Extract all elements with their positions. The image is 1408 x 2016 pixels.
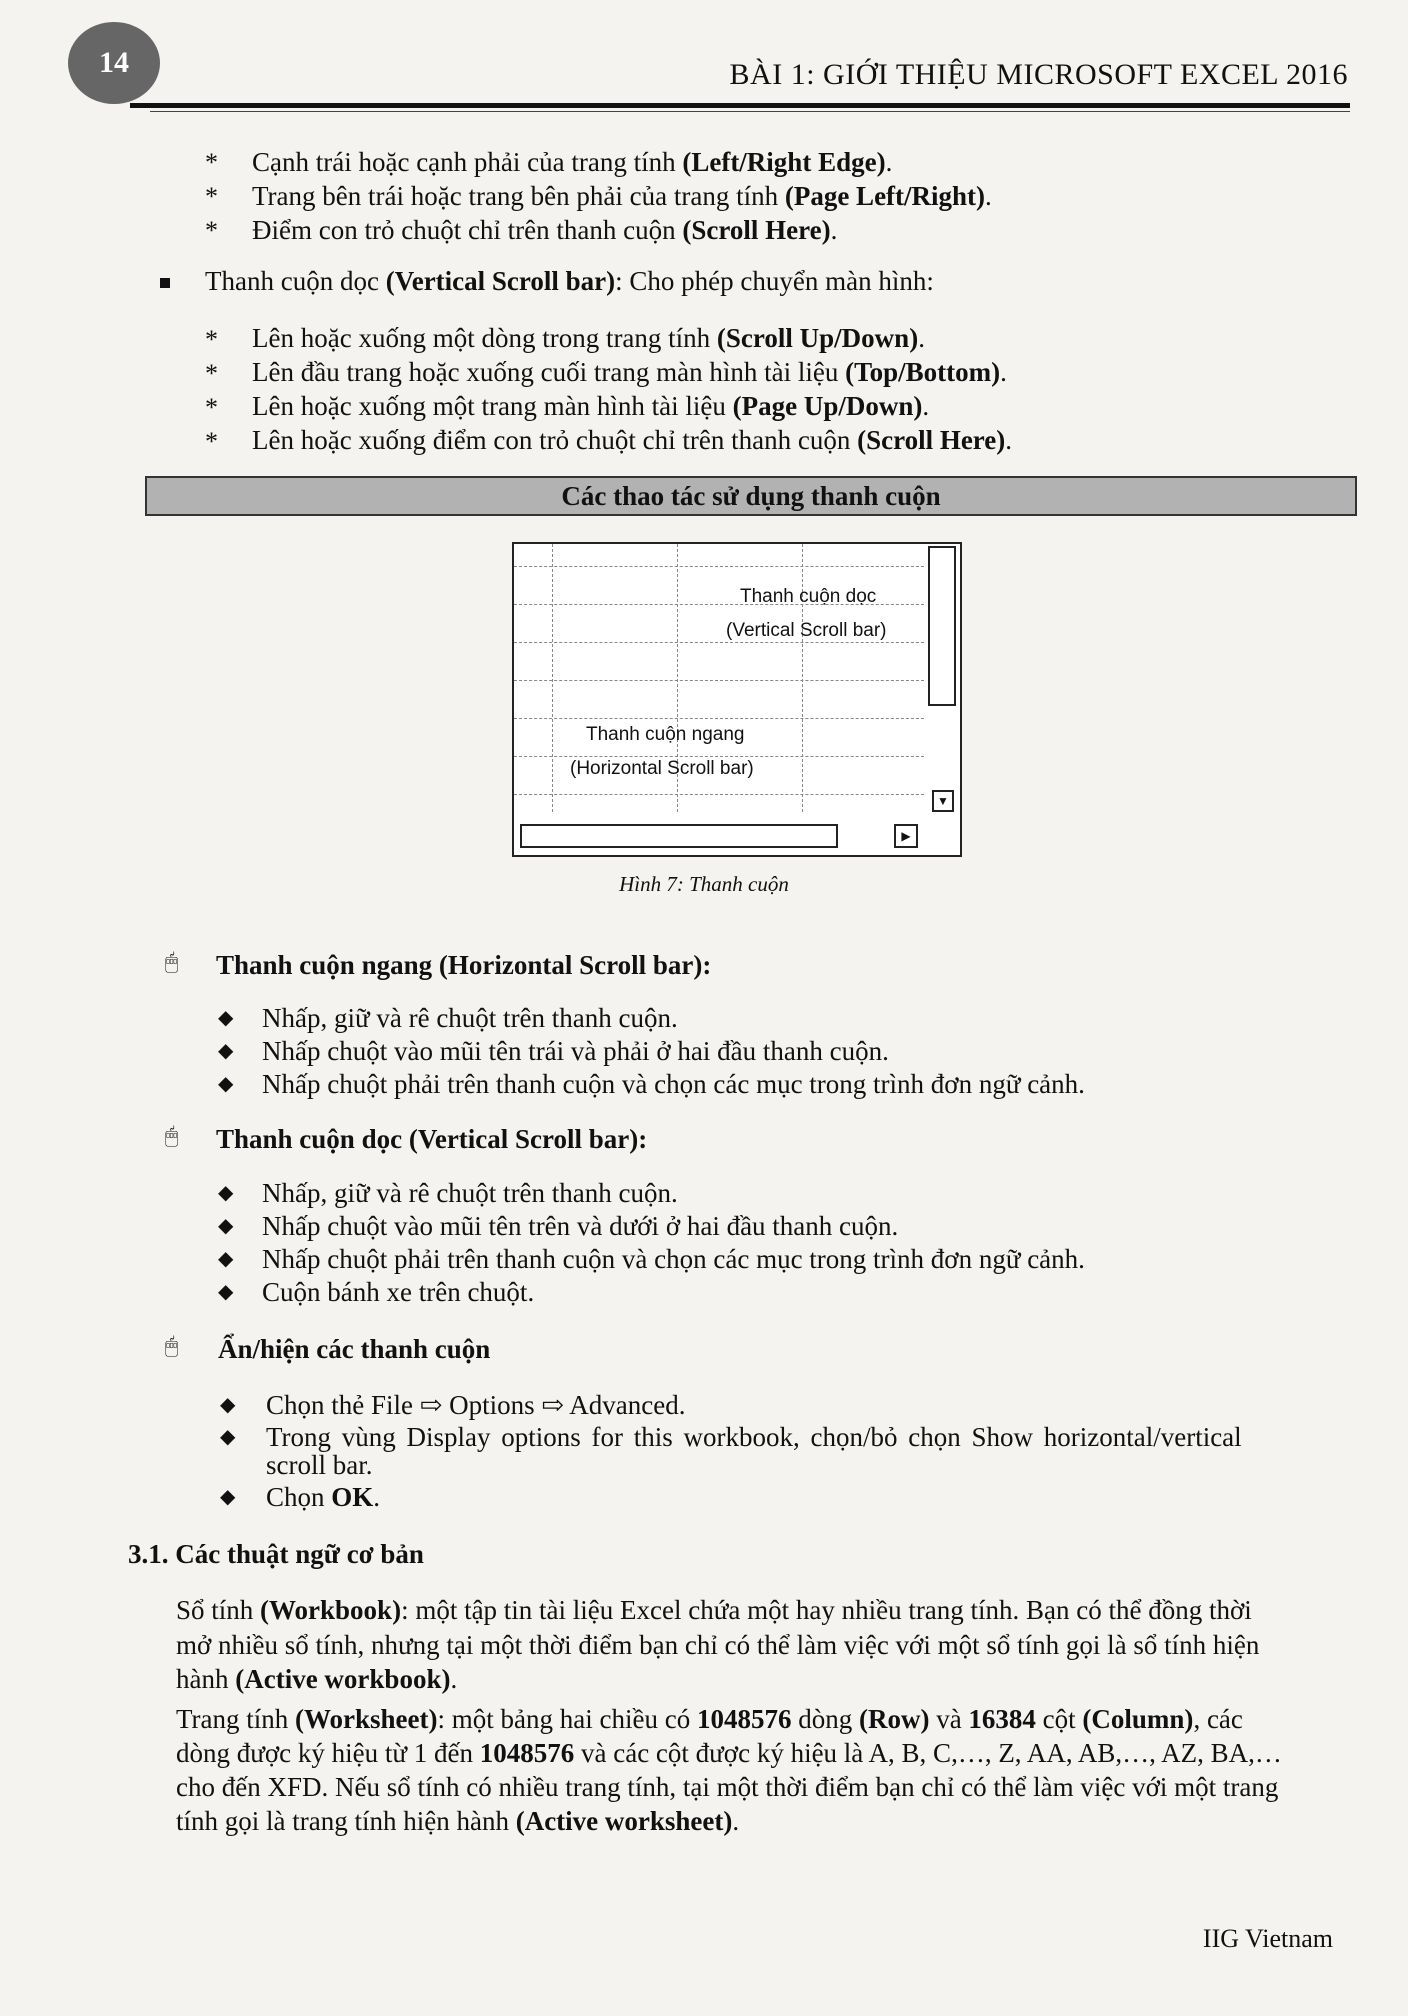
show-hide-title: Ẩn/hiện các thanh cuộn [218, 1334, 491, 1364]
worksheet-line-3: cho đến XFD. Nếu sổ tính có nhiều trang tính, tại một thời điểm bạn chỉ có thể làm việc với một trang [176, 1772, 1279, 1802]
vertical-scroll-label: Thanh cuộn dọc [740, 586, 877, 607]
scrollbar-figure [512, 542, 962, 857]
worksheet-line-1: Trang tính (Worksheet): một bảng hai chiều có 1048576 dòng (Row) và 16384 cột (Column), các [176, 1704, 1243, 1734]
grid-line [514, 794, 924, 795]
mouse-pointer-icon: 🖱 [165, 1124, 179, 1149]
section-heading: 3.1. Các thuật ngữ cơ bản [128, 1539, 424, 1569]
list-item: Cuộn bánh xe trên chuột. [262, 1277, 535, 1307]
list-item: Lên đầu trang hoặc xuống cuối trang màn hình tài liệu (Top/Bottom). [252, 357, 1007, 387]
horizontal-scroll-label-en: (Horizontal Scroll bar) [570, 758, 754, 779]
grid-line [552, 544, 553, 812]
star-bullet-icon: * [205, 393, 218, 422]
page-number: 14 [68, 22, 160, 104]
horizontal-ops-title: Thanh cuộn ngang (Horizontal Scroll bar): [216, 950, 712, 980]
workbook-line-2: mở nhiều sổ tính, nhưng tại một thời điểm bạn chỉ có thể làm việc với một sổ tính gọi là sổ tính hiện [176, 1630, 1260, 1660]
grid-line [514, 566, 924, 567]
grid-line [514, 718, 924, 719]
list-item: Cạnh trái hoặc cạnh phải của trang tính (Left/Right Edge). [252, 147, 893, 177]
horizontal-scrollbar[interactable] [520, 824, 838, 848]
list-item: Lên hoặc xuống điểm con trỏ chuột chỉ trên thanh cuộn (Scroll Here). [252, 425, 1013, 455]
grid-line [514, 642, 924, 643]
list-item: Nhấp, giữ và rê chuột trên thanh cuộn. [262, 1178, 678, 1208]
star-bullet-icon: * [205, 325, 218, 354]
workbook-line-1: Sổ tính (Workbook): một tập tin tài liệu Excel chứa một hay nhiều trang tính. Bạn có thể đồng thời [176, 1595, 1252, 1625]
list-item-continued: scroll bar. [266, 1450, 373, 1480]
list-item: Nhấp, giữ và rê chuột trên thanh cuộn. [262, 1003, 678, 1033]
star-bullet-icon: * [205, 216, 218, 245]
star-bullet-icon: * [205, 148, 218, 177]
diamond-bullet-icon: ◆ [218, 1073, 234, 1095]
mouse-pointer-icon: 🖱 [165, 1334, 179, 1359]
mouse-pointer-icon: 🖱 [165, 950, 179, 975]
header-rule [130, 103, 1350, 108]
vertical-scrollbar[interactable] [928, 546, 956, 706]
horizontal-scroll-label: Thanh cuộn ngang [586, 724, 745, 745]
list-item: Điểm con trỏ chuột chỉ trên thanh cuộn (Scroll Here). [252, 215, 838, 245]
diamond-bullet-icon: ◆ [218, 1248, 234, 1270]
vertical-scroll-heading: Thanh cuộn dọc (Vertical Scroll bar): Cho phép chuyển màn hình: [205, 266, 934, 296]
vertical-scroll-label-en: (Vertical Scroll bar) [726, 620, 887, 641]
list-item: Chọn OK. [266, 1482, 381, 1512]
diamond-bullet-icon: ◆ [218, 1215, 234, 1237]
worksheet-line-2: dòng được ký hiệu từ 1 đến 1048576 và các cột được ký hiệu là A, B, C,…, Z, AA, AB,…, AZ, BA,… [176, 1738, 1282, 1768]
vertical-ops-title: Thanh cuộn dọc (Vertical Scroll bar): [216, 1124, 648, 1154]
footer-publisher: IIG Vietnam [1202, 1924, 1333, 1953]
list-item: Nhấp chuột phải trên thanh cuộn và chọn các mục trong trình đơn ngữ cảnh. [262, 1244, 1085, 1274]
figure-caption: Hình 7: Thanh cuộn [619, 872, 789, 896]
list-item: Lên hoặc xuống một trang màn hình tài liệu (Page Up/Down). [252, 391, 930, 421]
list-item: Nhấp chuột vào mũi tên trên và dưới ở hai đầu thanh cuộn. [262, 1211, 899, 1241]
square-bullet-icon [160, 278, 170, 288]
diamond-bullet-icon: ◆ [220, 1486, 236, 1508]
list-item: Nhấp chuột phải trên thanh cuộn và chọn các mục trong trình đơn ngữ cảnh. [262, 1069, 1085, 1099]
diamond-bullet-icon: ◆ [220, 1394, 236, 1416]
scroll-right-arrow-icon[interactable]: ▶ [894, 824, 918, 848]
star-bullet-icon: * [205, 427, 218, 456]
star-bullet-icon: * [205, 359, 218, 388]
worksheet-line-4: tính gọi là trang tính hiện hành (Active worksheet). [176, 1806, 740, 1836]
diamond-bullet-icon: ◆ [218, 1040, 234, 1062]
chapter-title: BÀI 1: GIỚI THIỆU MICROSOFT EXCEL 2016 [729, 58, 1348, 91]
grid-line [514, 680, 924, 681]
star-bullet-icon: * [205, 182, 218, 211]
diamond-bullet-icon: ◆ [218, 1007, 234, 1029]
list-item: Trong vùng Display options for this workbook, chọn/bỏ chọn Show horizontal/vertical [266, 1422, 1242, 1452]
grid-line [802, 544, 803, 812]
grid-line [514, 756, 924, 757]
diamond-bullet-icon: ◆ [220, 1426, 236, 1448]
header-rule-thin [150, 111, 1350, 112]
diamond-bullet-icon: ◆ [218, 1182, 234, 1204]
scroll-down-arrow-icon[interactable]: ▼ [932, 790, 954, 812]
list-item: Trang bên trái hoặc trang bên phải của trang tính (Page Left/Right). [252, 181, 992, 211]
diamond-bullet-icon: ◆ [218, 1281, 234, 1303]
section-banner: Các thao tác sử dụng thanh cuộn [145, 476, 1357, 516]
list-item: Chọn thẻ File ⇨ Options ⇨ Advanced. [266, 1390, 686, 1420]
list-item: Lên hoặc xuống một dòng trong trang tính (Scroll Up/Down). [252, 323, 925, 353]
workbook-line-3: hành (Active workbook). [176, 1664, 458, 1694]
list-item: Nhấp chuột vào mũi tên trái và phải ở hai đầu thanh cuộn. [262, 1036, 889, 1066]
